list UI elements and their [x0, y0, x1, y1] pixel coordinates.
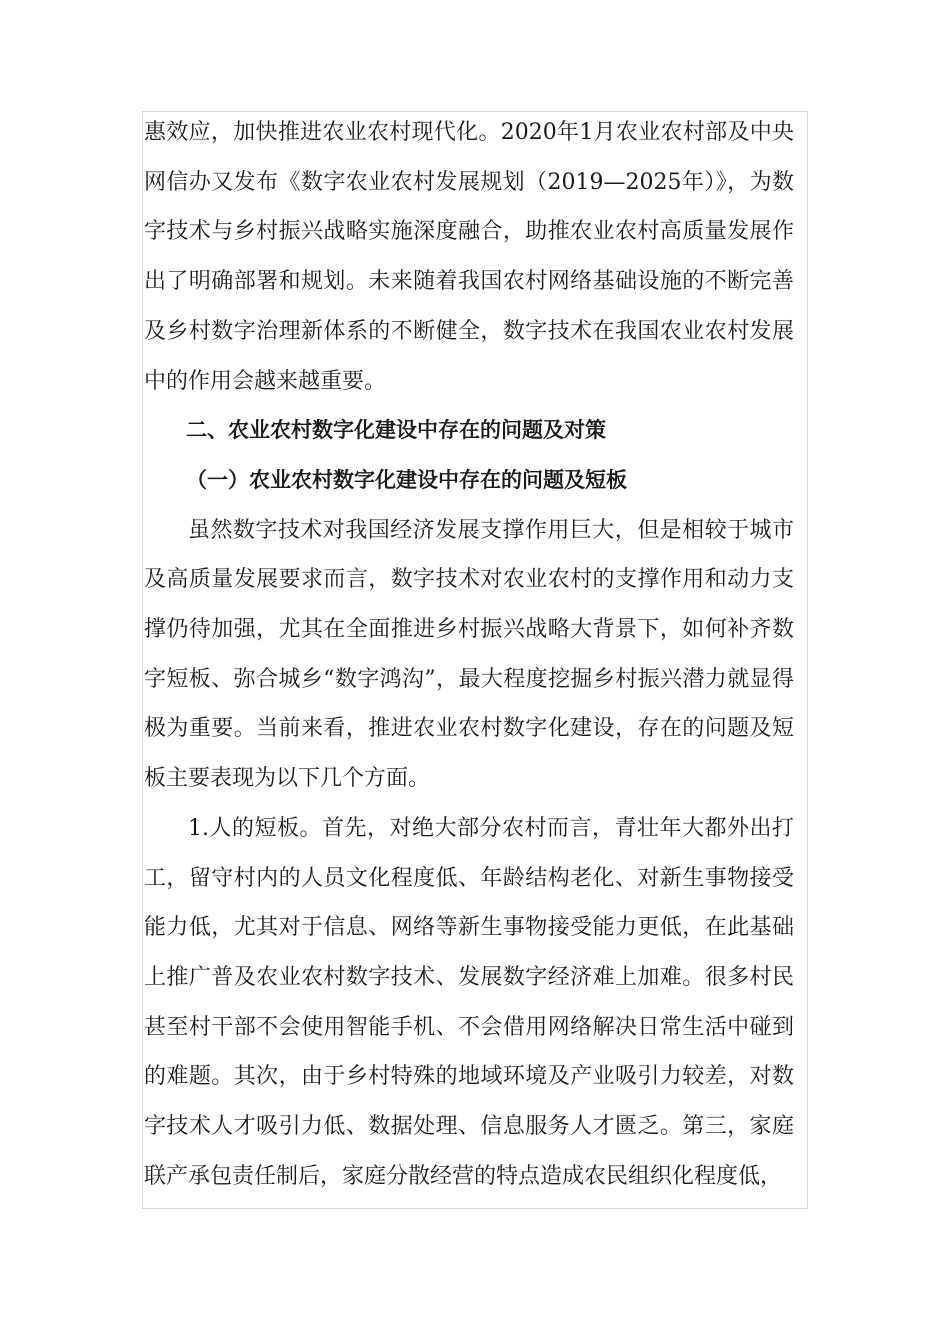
body-paragraph: 1.人的短板。首先，对绝大部分农村而言，青壮年大都外出打工，留守村内的人员文化程度低、年龄结构老化、对新生事物接受能力低，尤其对于信息、网络等新生事物接受能力更低，在此基础上推广普及农业农村数字技术、发展数字经济难上加难。很多村民甚至村干部不会使用智能手机、不会借用网络解决日常生活中碰到的难题。其次，由于乡村特殊的地域环境及产业吸引力较差，对数字技术人才吸引力低、数据处理、信息服务人才匮乏。第三，家庭联产承包责任制后，家庭分散经营的特点造成农民组织化程度低，	[144, 815, 794, 1189]
paragraph-continued: 惠效应，加快推进农业农村现代化。2020年1月农业农村部及中央网信办又发布《数字农业农村发展规划（2019—2025年）》，为数字技术与乡村振兴战略实施深度融合，助推农业农村高质量发展作出了明确部署和规划。未来随着我国农村网络基础设施的不断完善及乡村数字治理新体系的不断健全，数字技术在我国农业农村发展中的作用会越来越重要。	[144, 120, 794, 394]
subsection-heading: （一）农业农村数字化建设中存在的问题及短板	[186, 467, 627, 492]
body-paragraph: 虽然数字技术对我国经济发展支撑作用巨大，但是相较于城市及高质量发展要求而言，数字技术对农业农村的支撑作用和动力支撑仍待加强，尤其在全面推进乡村振兴战略大背景下，如何补齐数字短板、弥合城乡“数字鸿沟”，最大程度挖掘乡村振兴潜力就显得极为重要。当前来看，推进农业农村数字化建设，存在的问题及短板主要表现为以下几个方面。	[144, 517, 794, 792]
document-body	[144, 108, 794, 1201]
section-heading: 二、农业农村数字化建设中存在的问题及对策	[186, 418, 606, 443]
